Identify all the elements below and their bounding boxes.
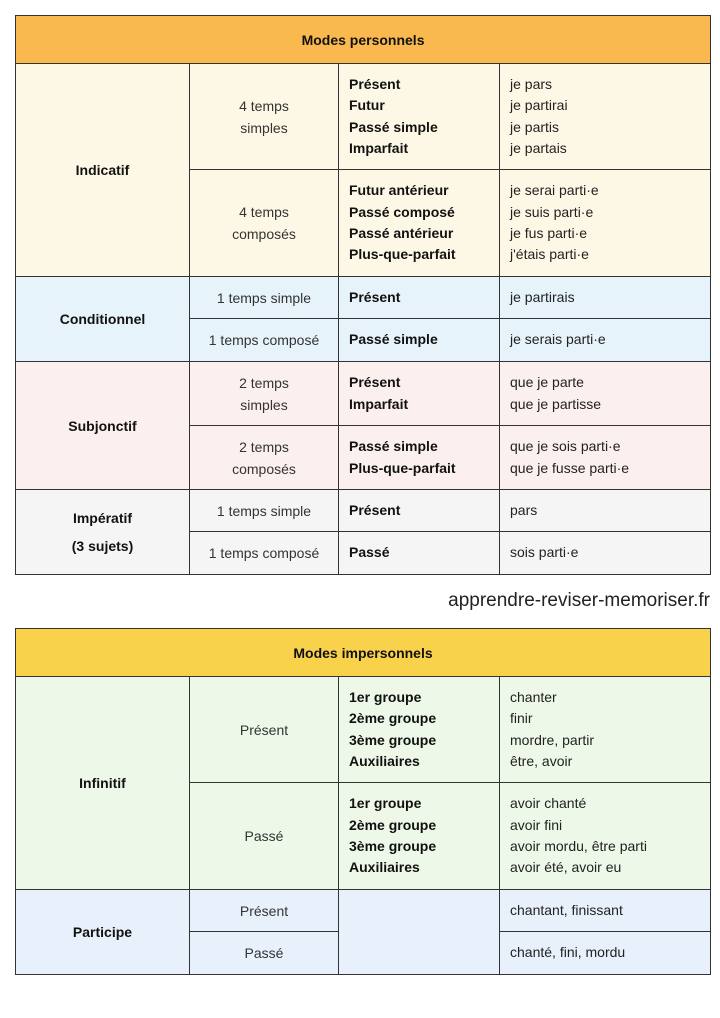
tense-names: Présent (339, 490, 500, 532)
tense-examples: chantant, finissant (500, 890, 711, 932)
source-credit: apprendre-reviser-memoriser.fr (448, 590, 710, 611)
tense-names: Passé (339, 532, 500, 575)
tense-examples: pars (500, 490, 711, 532)
tense-label: Passé (190, 932, 339, 975)
tense-names: Présent Imparfait (339, 362, 500, 426)
mode-indicatif: Indicatif (16, 64, 190, 277)
tense-count: 2 temps composés (190, 426, 339, 490)
tense-examples: je pars je partirai je partis je partais (500, 64, 711, 170)
mode-subjonctif: Subjonctif (16, 362, 190, 490)
tense-count: 1 temps simple (190, 490, 339, 532)
group-names: 1er groupe 2ème groupe 3ème groupe Auxiliaires (339, 677, 500, 783)
tense-examples: chanté, fini, mordu (500, 932, 711, 975)
mode-infinitif: Infinitif (16, 677, 190, 890)
group-examples: avoir chanté avoir fini avoir mordu, être parti avoir été, avoir eu (500, 783, 711, 890)
tense-label: Passé (190, 783, 339, 890)
tense-label: Présent (190, 890, 339, 932)
tense-examples: sois parti·e (500, 532, 711, 575)
empty-cell (339, 890, 500, 975)
tense-examples: je partirais (500, 277, 711, 319)
tense-count: 4 temps composés (190, 170, 339, 277)
group-examples: chanter finir mordre, partir être, avoir (500, 677, 711, 783)
tense-examples: que je sois parti·e que je fusse parti·e (500, 426, 711, 490)
tense-count: 1 temps composé (190, 532, 339, 575)
modes-impersonnels-title: Modes impersonnels (16, 629, 711, 677)
tense-names: Passé simple (339, 319, 500, 362)
tense-count: 2 temps simples (190, 362, 339, 426)
mode-participe: Participe (16, 890, 190, 975)
tense-names: Présent Futur Passé simple Imparfait (339, 64, 500, 170)
mode-conditionnel: Conditionnel (16, 277, 190, 362)
tense-names: Présent (339, 277, 500, 319)
tense-examples: que je parte que je partisse (500, 362, 711, 426)
tense-count: 1 temps simple (190, 277, 339, 319)
modes-personnels-table (15, 15, 711, 575)
tense-count: 1 temps composé (190, 319, 339, 362)
group-names: 1er groupe 2ème groupe 3ème groupe Auxiliaires (339, 783, 500, 890)
tense-label: Présent (190, 677, 339, 783)
modes-personnels-title: Modes personnels (16, 16, 711, 64)
tense-names: Futur antérieur Passé composé Passé antérieur Plus-que-parfait (339, 170, 500, 277)
tense-count: 4 temps simples (190, 64, 339, 170)
mode-imperatif: Impératif (3 sujets) (16, 490, 190, 575)
tense-names: Passé simple Plus-que-parfait (339, 426, 500, 490)
modes-impersonnels-table (15, 628, 711, 975)
tense-examples: je serai parti·e je suis parti·e je fus parti·e j'étais parti·e (500, 170, 711, 277)
tense-examples: je serais parti·e (500, 319, 711, 362)
